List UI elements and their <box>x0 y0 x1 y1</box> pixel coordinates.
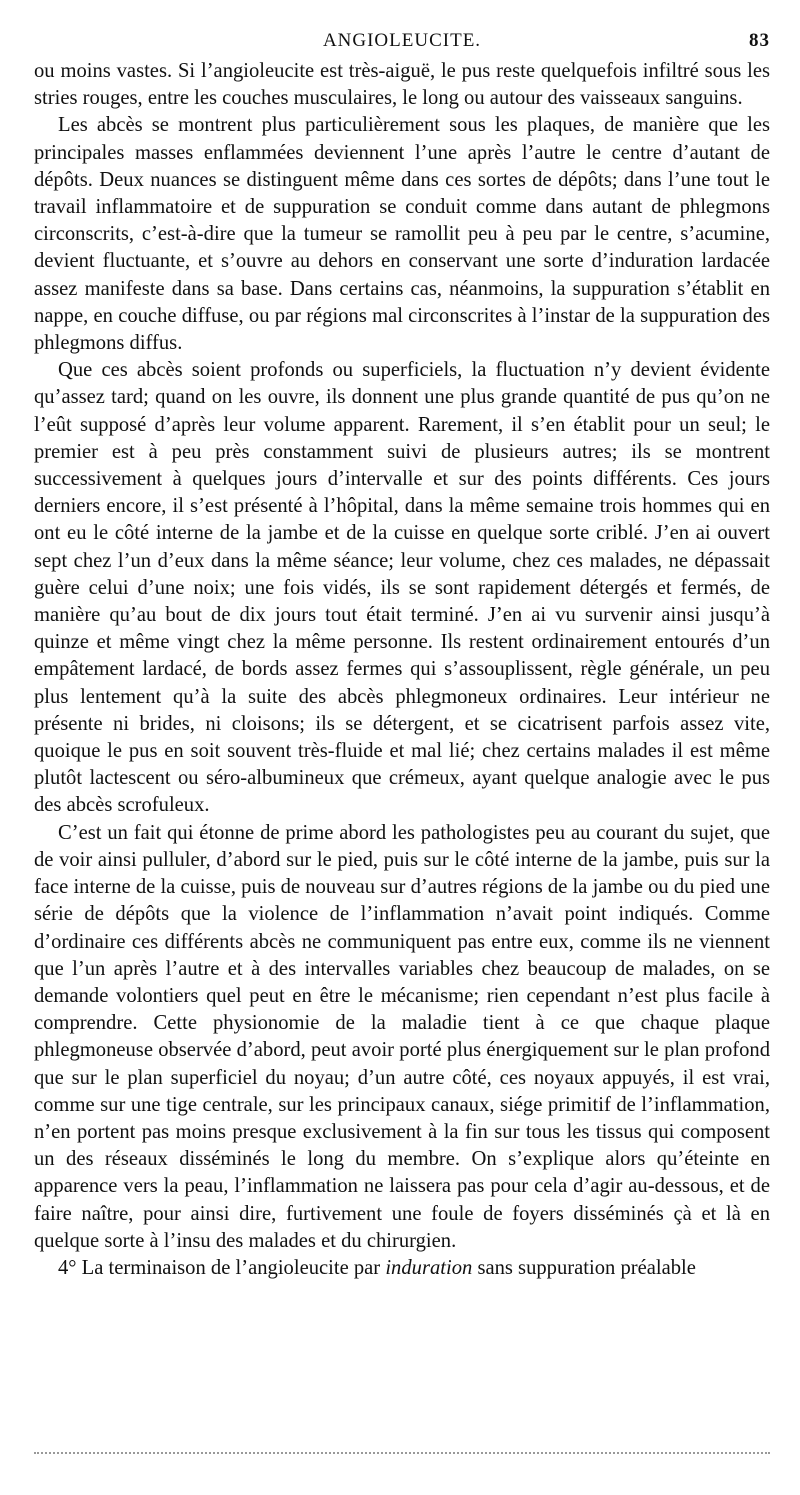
paragraph-abces: Les abcès se montrent plus particulièrement sous les plaques, de manière que les principales masses enflammées deviennent l’une après l’autre le centre d’autant de dépôts. Deux nuances se distinguent même dans ces sortes de dépôts; dans l’une tout le travail inflammatoire et de suppuration se conduit comme dans autant de phlegmons circonscrits, c’est-à-dire que la tumeur se ramollit peu à peu par le centre, s’acumine, devient fluctuante, et s’ouvre au dehors en conservant une sorte d’induration lardacée assez manifeste dans sa base. Dans certains cas, néanmoins, la suppuration s’établit en nappe, en couche diffuse, ou par régions mal circonscrites à l’instar de la suppuration des phlegmons diffus. <box>34 114 770 355</box>
page-number: 83 <box>749 30 770 51</box>
book-page <box>34 24 770 1282</box>
paragraph-induration-end: sans suppuration préalable <box>472 1256 696 1279</box>
footer-dotted-rule <box>34 1452 770 1454</box>
paragraph-pulluler: C’est un fait qui étonne de prime abord les pathologistes peu au courant du sujet, que de voir ainsi pulluler, d’abord sur le pied, puis sur le côté interne de la jambe, puis sur la face interne de la cuisse, puis de nouveau sur d’autres régions de la jambe ou du pied une série de dépôts que la violence de l’inflammation n’avait point indiqués. Comme d’ordinaire ces différents abcès ne communiquent pas entre eux, comme ils ne viennent que l’un après l’autre et à des intervalles variables chez beaucoup de malades, on se demande volontiers quel peut en être le mécanisme; rien cependant n’est plus facile à comprendre. Cette physionomie de la maladie tient à ce que chaque plaque phlegmoneuse observée d’abord, peut avoir porté plus énergiquement sur le plan profond que sur le plan superficiel du noyau; d’un autre côté, ces noyaux appuyés, il est vrai, comme sur une tige centrale, sur les principaux canaux, siége primitif de l’inflammation, n’en portent pas moins presque exclusivement à la fin sur tous les tissus qui composent un des réseaux disséminés le long du membre. On s’explique alors qu’éteinte en apparence vers la peau, l’inflammation ne laissera pas pour cela d’agir au-dessous, et de faire naître, pour ainsi dire, furtivement une foule de foyers disséminés çà et là en quelque sorte à l’insu des malades et du chirurgien. <box>34 821 770 1252</box>
paragraph-induration <box>34 1255 770 1282</box>
paragraph-continuation: ou moins vastes. Si l’angioleucite est très-aiguë, le pus reste quelquefois infiltré sous les stries rouges, entre les couches musculaires, le long ou autour des vaisseaux sanguins. <box>34 60 770 110</box>
italic-term: induration <box>385 1256 473 1279</box>
body-text <box>34 58 770 1282</box>
paragraph-fluctuation: Que ces abcès soient profonds ou superficiels, la fluctuation n’y devient évidente qu’assez tard; quand on les ouvre, ils donnent une plus grande quantité de pus qu’on ne l’eût supposé d’après leur volume apparent. Rarement, il s’en établit pour un seul; le premier est à peu près constamment suivi de plusieurs autres; ils se montrent successivement à quelques jours d’intervalle et sur des points différents. Ces jours derniers encore, il s’est présenté à l’hôpital, dans la même semaine trois hommes qui en ont eu le côté interne de la jambe et de la cuisse en quelque sorte criblé. J’en ai ouvert sept chez l’un d’eux dans la même séance; leur volume, chez ces malades, ne dépassait guère celui d’une noix; une fois vidés, ils se sont rapidement détergés et fermés, de manière qu’au bout de dix jours tout était terminé. J’en ai vu survenir ainsi jusqu’à quinze et même vingt chez la même personne. Ils restent ordinairement entourés d’un empâtement lardacé, de bords assez fermes qui s’assouplissent, règle générale, un peu plus lentement qu’à la suite des abcès phlegmoneux ordinaires. Leur intérieur ne présente ni brides, ni cloisons; ils se détergent, et se cicatrisent parfois assez vite, quoique le pus en soit souvent très-fluide et mal lié; chez certains malades il est même plutôt lactescent ou séro-albumineux que crémeux, ayant quelque analogie avec le pus des abcès scrofuleux. <box>34 359 770 817</box>
running-head <box>34 24 770 58</box>
paragraph-induration-start: 4° La terminaison de l’angioleucite par <box>58 1256 386 1279</box>
running-title: ANGIOLEUCITE. <box>322 30 482 51</box>
